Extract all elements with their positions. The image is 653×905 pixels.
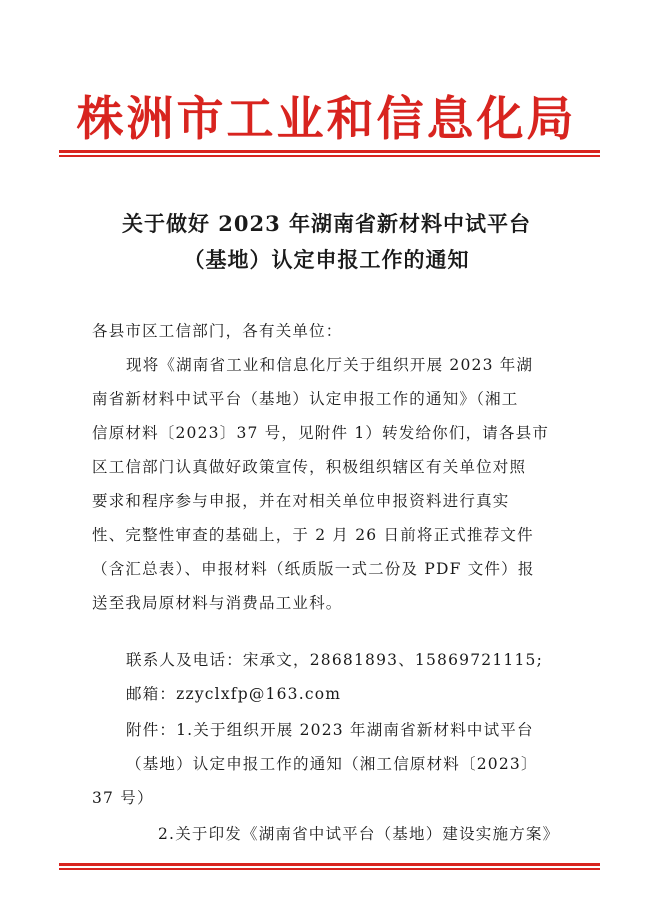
attachment-line: （基地）认定申报工作的通知（湘工信原材料〔2023〕: [126, 755, 538, 773]
body-line: （含汇总表）、申报材料（纸质版一式二份及 PDF 文件）报: [92, 560, 535, 578]
salutation: 各县市区工信部门，各有关单位：: [92, 322, 343, 340]
attachment-line: 37 号）: [92, 789, 154, 807]
body-line: 南省新材料中试平台（基地）认定申报工作的通知》（湘工: [92, 390, 519, 408]
body-line: 要求和程序参与申报，并在对相关单位申报资料进行真实: [92, 492, 510, 510]
body-line: 送至我局原材料与消费品工业科。: [92, 594, 343, 612]
org-masthead: 株洲市工业和信息化局: [76, 92, 577, 147]
email-line: 邮箱：zzyclxfp@163.com: [126, 685, 342, 703]
document-title-line-2: （基地）认定申报工作的通知: [183, 247, 470, 272]
footer-rule-top: [59, 863, 600, 866]
body-line: 性、完整性审查的基础上，于 2 月 26 日前将正式推荐文件: [92, 526, 534, 544]
body-line: 区工信部门认真做好政策宣传，积极组织辖区有关单位对照: [92, 458, 527, 476]
header-rule-top: [59, 150, 600, 153]
contact-line: 联系人及电话：宋承文，28681893、15869721115;: [126, 651, 543, 669]
header-rule-bottom: [59, 155, 600, 157]
document-title-line-1: 关于做好 2023 年湖南省新材料中试平台: [121, 211, 532, 236]
attachment-line: 附件：1.关于组织开展 2023 年湖南省新材料中试平台: [126, 721, 534, 739]
attachment-line: 2.关于印发《湖南省中试平台（基地）建设实施方案》: [158, 825, 560, 843]
footer-rule-bottom: [59, 868, 600, 870]
body-line: 信原材料〔2023〕37 号，见附件 1）转发给你们，请各县市: [92, 424, 550, 442]
body-line: 现将《湖南省工业和信息化厅关于组织开展 2023 年湖: [126, 356, 534, 374]
